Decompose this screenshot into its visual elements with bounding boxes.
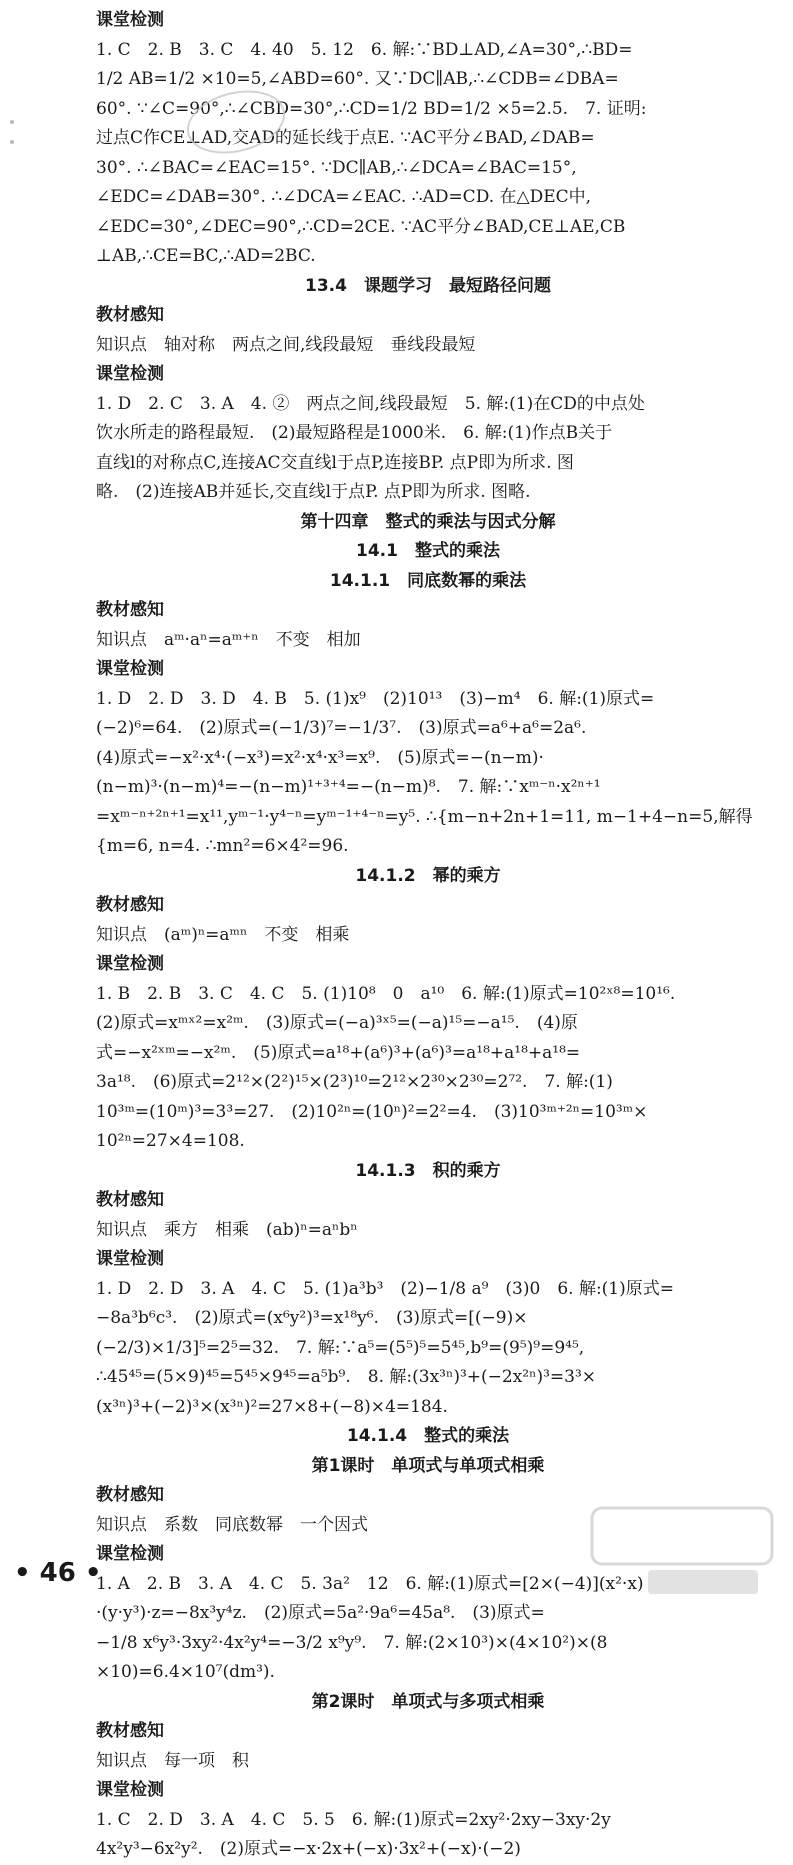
margin-mark — [10, 140, 14, 144]
answer-line: 1. B 2. B 3. C 4. C 5. (1)10⁸ 0 a¹⁰ 6. 解:(1)原式=10²ˣ⁸=10¹⁶. — [96, 983, 676, 1004]
answer-line: −8a³b⁶c³. (2)原式=(x⁶y²)³=x¹⁸y⁶. (3)原式=[(−9)× — [96, 1308, 528, 1328]
section-heading: 14.1.2 幂的乘方 — [355, 865, 501, 886]
section-heading: 第1课时 单项式与单项式相乘 — [311, 1455, 545, 1476]
answer-line: 1. C 2. B 3. C 4. 40 5. 12 6. 解:∵BD⊥AD,∠A=30°,∴BD= — [96, 39, 633, 60]
answer-line: ∴45⁴⁵=(5×9)⁴⁵=5⁴⁵×9⁴⁵=a⁵b⁹. 8. 解:(3x³ⁿ)³+(−2x²ⁿ)³=3³× — [96, 1367, 597, 1387]
answer-line: 知识点 每一项 积 — [96, 1750, 249, 1771]
answer-line: ×10)=6.4×10⁷(dm³). — [96, 1662, 275, 1682]
answer-line: 4x²y³−6x²y². (2)原式=−x·2x+(−x)·3x²+(−x)·(−2) — [96, 1839, 521, 1859]
answer-line: =xᵐ⁻ⁿ⁺²ⁿ⁺¹=x¹¹,yᵐ⁻¹·y⁴⁻ⁿ=yᵐ⁻¹⁺⁴⁻ⁿ=y⁵. ∴{m−n+2n+1=11, m−1+4−n=5,解得 — [96, 806, 753, 827]
watermark-logo — [588, 1500, 778, 1600]
answer-line: 1. D 2. D 3. A 4. C 5. (1)a³b³ (2)−1/8 a⁹ (3)0 6. 解:(1)原式= — [96, 1278, 674, 1299]
section-heading: 教材感知 — [96, 600, 164, 620]
answer-line: 饮水所走的路程最短. (2)最短路程是1000米. 6. 解:(1)作点B关于 — [96, 423, 613, 443]
answer-line: 知识点 aᵐ·aⁿ=aᵐ⁺ⁿ 不变 相加 — [96, 629, 361, 650]
section-heading: 教材感知 — [96, 1721, 164, 1741]
answer-line: 过点C作CE⊥AD,交AD的延长线于点E. ∵AC平分∠BAD,∠DAB= — [96, 128, 595, 148]
answer-line: ∠EDC=∠DAB=30°. ∴∠DCA=∠EAC. ∴AD=CD. 在△DEC中, — [96, 187, 592, 207]
answer-line: 60°. ∵∠C=90°,∴∠CBD=30°,∴CD=1/2 BD=1/2 ×5=2.5. 7. 证明: — [96, 98, 647, 119]
margin-mark — [10, 120, 14, 124]
answer-line: (2)原式=xᵐˣ²=x²ᵐ. (3)原式=(−a)³ˣ⁵=(−a)¹⁵=−a¹⁵. (4)原 — [96, 1013, 578, 1033]
answer-line: {m=6, n=4. ∴mn²=6×4²=96. — [96, 836, 349, 856]
answer-line: −1/8 x⁶y³·3xy²·4x²y⁴=−3/2 x⁹y⁹. 7. 解:(2×10³)×(4×10²)×(8 — [96, 1632, 608, 1653]
answer-line: 1. A 2. B 3. A 4. C 5. 3a² 12 6. 解:(1)原式=[2×(−4)](x²·x) — [96, 1573, 644, 1594]
answer-line: 式=−x²ˣᵐ=−x²ᵐ. (5)原式=a¹⁸+(a⁶)³+(a⁶)³=a¹⁸+a¹⁸+a¹⁸= — [96, 1042, 581, 1063]
section-heading: 14.1 整式的乘法 — [356, 541, 500, 561]
answer-line: (4)原式=−x²·x⁴·(−x³)=x²·x⁴·x³=x⁹. (5)原式=−(n−m)· — [96, 747, 544, 768]
answer-line: 知识点 (aᵐ)ⁿ=aᵐⁿ 不变 相乘 — [96, 924, 350, 945]
answer-line: ⊥AB,∴CE=BC,∴AD=2BC. — [96, 246, 316, 266]
section-heading: 教材感知 — [96, 895, 164, 915]
answer-line: 略. (2)连接AB并延长,交直线l于点P. 点P即为所求. 图略. — [96, 482, 531, 502]
answer-line: 1. D 2. D 3. D 4. B 5. (1)x⁹ (2)10¹³ (3)−m⁴ 6. 解:(1)原式= — [96, 688, 655, 709]
section-heading: 14.1.4 整式的乘法 — [346, 1426, 510, 1446]
section-heading: 课堂检测 — [96, 10, 164, 30]
answer-line: 知识点 系数 同底数幂 一个因式 — [96, 1514, 368, 1535]
section-heading: 课堂检测 — [96, 1249, 164, 1269]
answer-line: (x³ⁿ)³+(−2)³×(x³ⁿ)²=27×8+(−8)×4=184. — [96, 1396, 448, 1417]
answer-line: (−2)⁶=64. (2)原式=(−1/3)⁷=−1/3⁷. (3)原式=a⁶+a⁶=2a⁶. — [96, 718, 587, 738]
answer-line: 知识点 乘方 相乘 (ab)ⁿ=aⁿbⁿ — [96, 1219, 358, 1240]
answer-line: ∠EDC=30°,∠DEC=90°,∴CD=2CE. ∵AC平分∠BAD,CE⊥AE,CB — [96, 216, 626, 237]
section-heading: 13.4 课题学习 最短路径问题 — [305, 275, 551, 296]
section-heading: 课堂检测 — [96, 954, 164, 974]
section-heading: 14.1.3 积的乘方 — [355, 1160, 501, 1181]
section-heading: 课堂检测 — [96, 1544, 164, 1564]
answer-line: (n−m)³·(n−m)⁴=−(n−m)¹⁺³⁺⁴=−(n−m)⁸. 7. 解:∵xᵐ⁻ⁿ·x²ⁿ⁺¹ — [96, 777, 601, 797]
page-number: • 46 • — [14, 1558, 102, 1588]
answer-line: 直线l的对称点C,连接AC交直线l于点P,连接BP. 点P即为所求. 图 — [96, 452, 574, 473]
section-heading: 教材感知 — [96, 1485, 164, 1505]
answer-line: 1. C 2. D 3. A 4. C 5. 5 6. 解:(1)原式=2xy²·2xy−3xy·2y — [96, 1809, 611, 1830]
answer-line: 10³ᵐ=(10ᵐ)³=3³=27. (2)10²ⁿ=(10ⁿ)²=2²=4. (3)10³ᵐ⁺²ⁿ=10³ᵐ× — [96, 1101, 648, 1122]
section-heading: 教材感知 — [96, 1190, 164, 1210]
section-heading: 第2课时 单项式与多项式相乘 — [311, 1691, 545, 1712]
section-heading: 教材感知 — [96, 305, 164, 325]
section-heading: 课堂检测 — [96, 659, 164, 679]
answer-line: 10²ⁿ=27×4=108. — [96, 1131, 245, 1151]
answer-line: 30°. ∴∠BAC=∠EAC=15°. ∵DC∥AB,∴∠DCA=∠BAC=15°, — [96, 157, 577, 178]
answer-line: 1/2 AB=1/2 ×10=5,∠ABD=60°. 又∵DC∥AB,∴∠CDB=∠DBA= — [96, 69, 619, 89]
section-heading: 第十四章 整式的乘法与因式分解 — [300, 511, 556, 532]
section-heading: 课堂检测 — [96, 1780, 164, 1800]
answer-line: 3a¹⁸. (6)原式=2¹²×(2²)¹⁵×(2³)¹⁰=2¹²×2³⁰×2³⁰=2⁷². 7. 解:(1) — [96, 1072, 613, 1092]
answer-line: 知识点 轴对称 两点之间,线段最短 垂线段最短 — [96, 334, 476, 355]
answer-line: ·(y·y³)·z=−8x³y⁴z. (2)原式=5a²·9a⁶=45a⁸. (3)原式= — [96, 1603, 545, 1623]
section-heading: 14.1.1 同底数幂的乘法 — [329, 570, 527, 591]
section-heading: 课堂检测 — [96, 364, 164, 384]
answer-line: 1. D 2. C 3. A 4. ② 两点之间,线段最短 5. 解:(1)在CD的中点处 — [96, 393, 645, 414]
answer-line: (−2/3)×1/3]⁵=2⁵=32. 7. 解:∵a⁵=(5⁵)⁵=5⁴⁵,b⁹=(9⁵)⁹=9⁴⁵, — [96, 1337, 585, 1358]
